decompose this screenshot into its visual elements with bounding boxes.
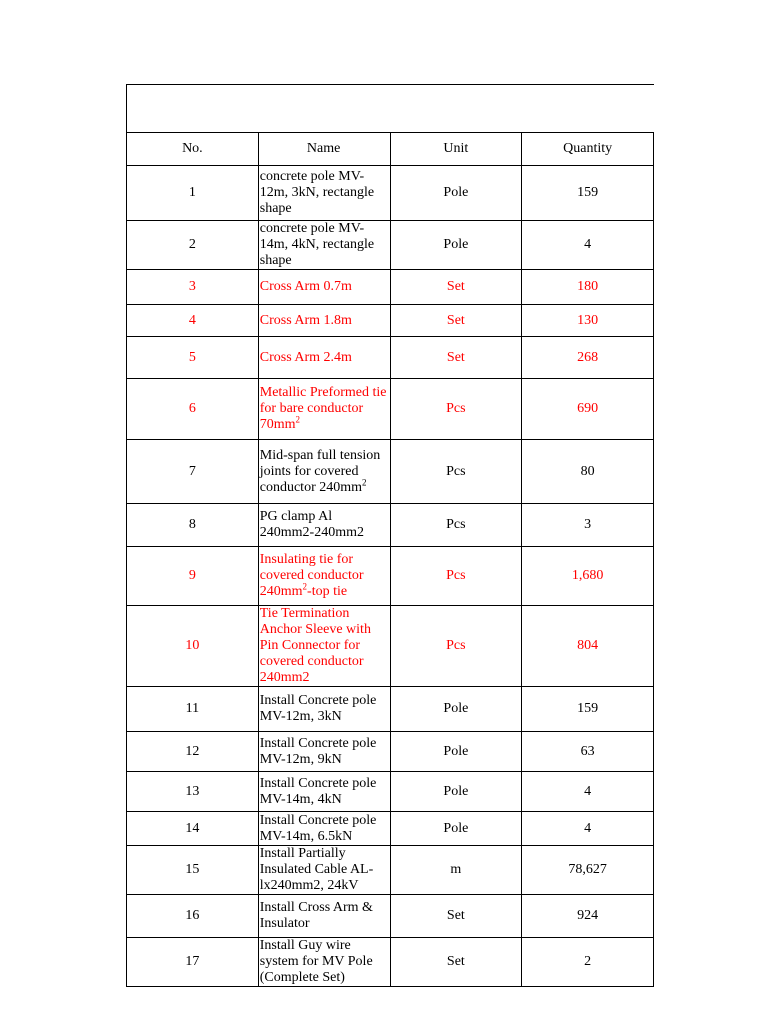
- cell-quantity: 80: [522, 440, 654, 504]
- cell-name-superscript: 2: [302, 581, 308, 592]
- cell-name-text: concrete pole MV-12m, 3kN, rectangle shape: [259, 169, 375, 216]
- header-no: No.: [127, 133, 259, 166]
- cell-quantity: 130: [522, 305, 654, 337]
- cell-unit: Pcs: [390, 547, 522, 606]
- cell-name-superscript: 2: [295, 414, 301, 425]
- table-row: [127, 687, 654, 732]
- cell-name-text: Install Concrete pole MV-12m, 9kN: [259, 735, 377, 767]
- table-row: [127, 606, 654, 687]
- cell-no: 14: [127, 812, 259, 846]
- table-row: [127, 895, 654, 938]
- table-header-row: [127, 133, 654, 166]
- cell-name-text: Install Concrete pole MV-14m, 6.5kN: [259, 812, 377, 844]
- cell-no: 17: [127, 938, 259, 987]
- cell-no: 1: [127, 166, 259, 221]
- table-row: [127, 166, 654, 221]
- cell-name: [258, 846, 390, 895]
- cell-no: 16: [127, 895, 259, 938]
- cell-unit: Pcs: [390, 606, 522, 687]
- cell-name: [258, 606, 390, 687]
- cell-quantity: 159: [522, 166, 654, 221]
- table-row: [127, 846, 654, 895]
- cell-no: 6: [127, 379, 259, 440]
- cell-unit: Pole: [390, 772, 522, 812]
- cell-name: [258, 337, 390, 379]
- cell-name-suffix: -top tie: [307, 584, 348, 599]
- table-row: [127, 732, 654, 772]
- cell-name: [258, 938, 390, 987]
- cell-name-text: Cross Arm 0.7m: [259, 279, 352, 294]
- cell-name-text: Install Cross Arm & Insulator: [259, 900, 373, 931]
- table-row: [127, 812, 654, 846]
- cell-quantity: 690: [522, 379, 654, 440]
- cell-unit: Set: [390, 895, 522, 938]
- cell-name-text: Install Partially Insulated Cable AL-lx240mm2, 24kV: [259, 846, 374, 893]
- table-row: [127, 305, 654, 337]
- header-name: Name: [258, 133, 390, 166]
- cell-no: 12: [127, 732, 259, 772]
- cell-no: 15: [127, 846, 259, 895]
- cell-name: [258, 166, 390, 221]
- cell-name: [258, 379, 390, 440]
- cell-quantity: 268: [522, 337, 654, 379]
- cell-unit: Set: [390, 270, 522, 305]
- cell-name: [258, 305, 390, 337]
- cell-unit: m: [390, 846, 522, 895]
- cell-quantity: 2: [522, 938, 654, 987]
- cell-name-text: Install Concrete pole MV-14m, 4kN: [259, 775, 377, 807]
- cell-name-text: Install Concrete pole MV-12m, 3kN: [259, 693, 377, 724]
- cell-name: [258, 732, 390, 772]
- cell-name-text: concrete pole MV-14m, 4kN, rectangle shape: [259, 221, 375, 268]
- cell-quantity: 63: [522, 732, 654, 772]
- cell-unit: Pole: [390, 221, 522, 270]
- cell-name: [258, 440, 390, 504]
- bill-of-quantities-table: [126, 84, 654, 987]
- cell-name-text: Metallic Preformed tie for bare conductor 70mm: [259, 385, 387, 432]
- cell-name-text: Cross Arm 1.8m: [259, 312, 352, 328]
- cell-no: 11: [127, 687, 259, 732]
- cell-quantity: 4: [522, 772, 654, 812]
- cell-unit: Pole: [390, 166, 522, 221]
- cell-name-text: Install Guy wire system for MV Pole (Complete Set): [259, 938, 373, 985]
- quantity-sheet: [126, 84, 654, 987]
- cell-quantity: 3: [522, 504, 654, 547]
- table-row: [127, 547, 654, 606]
- table-row: [127, 504, 654, 547]
- cell-name: [258, 547, 390, 606]
- cell-name: [258, 270, 390, 305]
- cell-quantity: 4: [522, 221, 654, 270]
- cell-unit: Set: [390, 305, 522, 337]
- table-row: [127, 379, 654, 440]
- cell-name: [258, 772, 390, 812]
- table-row: [127, 221, 654, 270]
- cell-name-text: PG clamp Al 240mm2-240mm2: [259, 509, 364, 540]
- cell-quantity: 1,680: [522, 547, 654, 606]
- cell-unit: Pole: [390, 687, 522, 732]
- cell-unit: Set: [390, 938, 522, 987]
- cell-name-superscript: 2: [362, 476, 367, 487]
- cell-unit: Pole: [390, 812, 522, 846]
- table-row: [127, 772, 654, 812]
- cell-no: 4: [127, 305, 259, 337]
- cell-name: [258, 221, 390, 270]
- cell-name-text: Tie Termination Anchor Sleeve with Pin Connector for covered conductor 240mm2: [259, 606, 371, 685]
- header-quantity: Quantity: [522, 133, 654, 166]
- cell-quantity: 78,627: [522, 846, 654, 895]
- cell-name: [258, 812, 390, 846]
- header-unit: Unit: [390, 133, 522, 166]
- cell-name-text: Cross Arm 2.4m: [259, 349, 352, 365]
- cell-no: 10: [127, 606, 259, 687]
- cell-no: 13: [127, 772, 259, 812]
- table-row: [127, 337, 654, 379]
- cell-unit: Pcs: [390, 504, 522, 547]
- cell-quantity: 180: [522, 270, 654, 305]
- cell-name: [258, 895, 390, 938]
- cell-no: 2: [127, 221, 259, 270]
- cell-name: [258, 504, 390, 547]
- table-row: [127, 270, 654, 305]
- cell-name-text: Mid-span full tension joints for covered conductor 240mm: [259, 447, 381, 495]
- cell-unit: Set: [390, 337, 522, 379]
- cell-quantity: 159: [522, 687, 654, 732]
- cell-quantity: 4: [522, 812, 654, 846]
- cell-quantity: 924: [522, 895, 654, 938]
- cell-no: 7: [127, 440, 259, 504]
- cell-no: 3: [127, 270, 259, 305]
- cell-quantity: 804: [522, 606, 654, 687]
- cell-unit: Pcs: [390, 440, 522, 504]
- cell-no: 5: [127, 337, 259, 379]
- blank-title-row: [127, 85, 654, 133]
- cell-name-text: Insulating tie for covered conductor 240mm: [259, 552, 364, 599]
- cell-unit: Pcs: [390, 379, 522, 440]
- table-row: [127, 440, 654, 504]
- table-row: [127, 938, 654, 987]
- cell-name: [258, 687, 390, 732]
- cell-unit: Pole: [390, 732, 522, 772]
- cell-no: 9: [127, 547, 259, 606]
- blank-title-cell: [127, 85, 654, 133]
- cell-no: 8: [127, 504, 259, 547]
